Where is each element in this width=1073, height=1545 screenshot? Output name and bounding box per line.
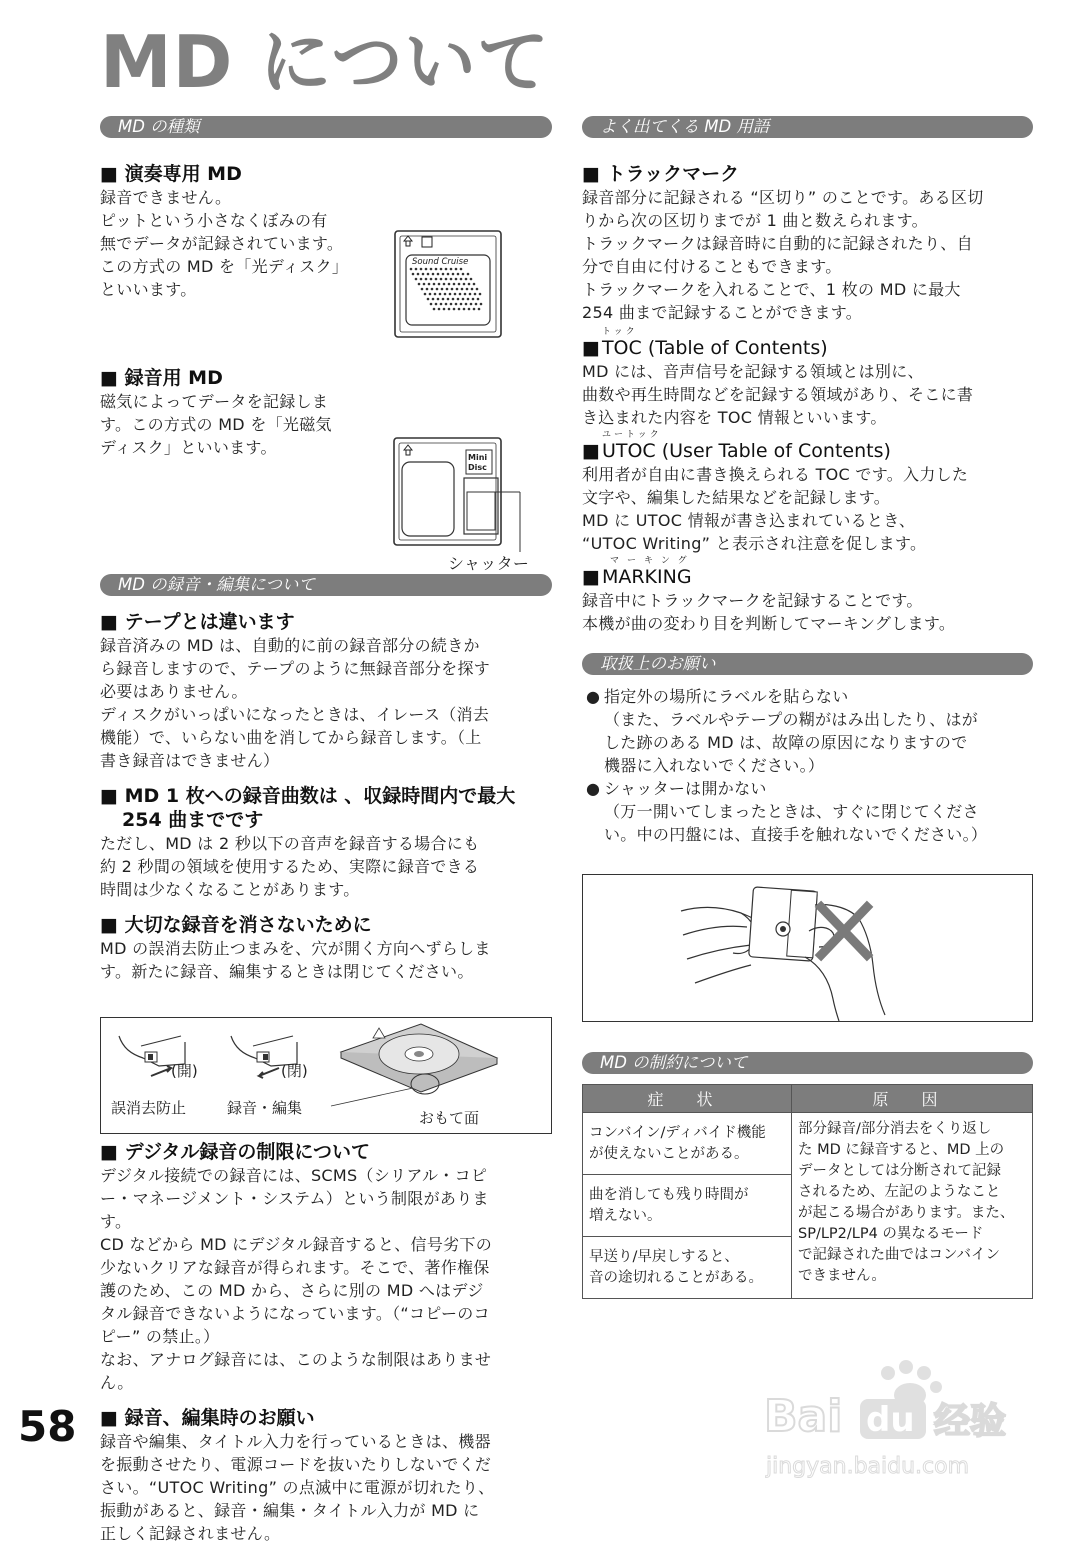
marking-title	[582, 556, 1033, 589]
marking-body: 録音中にトラックマークを記録することです。 本機が曲の変わり目を判断してマーキングします。	[582, 591, 956, 633]
handling-item-label	[582, 685, 1033, 777]
tape-diff-body: 録音済みの MD は、自動的に前の録音部分の続きか ら録音しますので、テープのように無録音部分を探す 必要はありません。 ディスクがいっぱいになったときは、イレース（消去 機能）で、いらない曲を消してから録音します。（上 書き録音はできません）	[100, 636, 491, 770]
section-header-terms: よく出てくる MD 用語	[582, 116, 1033, 138]
svg-text:Disc: Disc	[468, 463, 487, 472]
shutter-warning-illustration	[582, 874, 1033, 1022]
recordable-md-title: ■ 録音用 MD	[100, 367, 223, 389]
limits-table	[582, 1084, 1033, 1299]
recordable-md-body: 磁気によってデータを記録しま す。この方式の MD を「光磁気 ディスク」といいます。	[100, 392, 332, 457]
toc-title	[582, 327, 1033, 360]
disc-label-text: Sound Cruise	[412, 257, 469, 267]
protect-label: 誤消去防止	[111, 1099, 187, 1117]
toc-ruby: トック	[601, 327, 638, 337]
playback-md-body: 録音できません。 ピットという小さなくぼみの有 無でデータが記録されています。 この方式の MD を「光ディスク」 といいます。	[100, 188, 349, 299]
utoc-expansion: (User Table of Contents)	[655, 440, 891, 462]
digital-limit-title: ■ デジタル録音の制限について	[100, 1141, 371, 1163]
right-column	[582, 116, 1033, 1299]
protect-body: MD の誤消去防止つまみを、穴が開く方向へずらしま す。新たに録音、編集するときは閉じてください。	[100, 939, 491, 981]
handling-list	[582, 685, 1033, 846]
protect-diagram	[100, 1017, 552, 1134]
handling-item-text: 指定外の場所にラベルを貼らない （また、ラベルやテープの糊がはみ出したり、はが した跡のある MD は、故障の原因になりますので 機器に入れないでください。）	[604, 687, 979, 775]
svg-text:经验: 经验	[934, 1401, 1007, 1442]
svg-text:Bai: Bai	[764, 1391, 843, 1442]
hands-opening-shutter-image	[583, 875, 1034, 1023]
handling-item-shutter	[582, 777, 1033, 846]
cause-cell: 部分録音/部分消去をくり返し た MD に録音すると、MD 上の データとしては分断されて記録 されるため、左記のようなこと が起こる場合があります。また、 SP/LP2/LP4 の異なるモード で記録された曲ではコンバイン できません。	[792, 1113, 1033, 1299]
front-side-label: おもて面	[419, 1109, 480, 1127]
baidu-jingyan-watermark	[760, 1355, 1050, 1485]
playback-md-title: ■ 演奏専用 MD	[100, 163, 242, 185]
editing-caution-title: ■ 録音、編集時のお願い	[100, 1407, 315, 1429]
page-title: MD について	[100, 20, 551, 104]
utoc-title	[582, 430, 1033, 463]
trackmark-title: ■ トラックマーク	[582, 163, 740, 185]
utoc-ruby: ユートック	[601, 430, 662, 440]
page-number: 58	[18, 1402, 77, 1451]
marking-ruby: マーキング	[609, 556, 695, 566]
toc-bullet: ■	[582, 337, 600, 359]
column-header-symptom: 症 状	[583, 1085, 792, 1113]
marking-term: MARKING	[601, 566, 692, 588]
closed-label: (閉)	[281, 1062, 308, 1080]
utoc-bullet: ■	[582, 440, 600, 462]
trackmark-body: 録音部分に記録される “区切り” のことです。ある区切 りから次の区切りまでが 1 曲と数えられます。 トラックマークは録音時に自動的に記録されたり、自 分で自由に付けることもできます。 トラックマークを入れることで、1 枚の MD に最大 254 曲まで記録することができます。	[582, 188, 984, 322]
track-count-body: ただし、MD は 2 秒以下の音声を録音する場合にも 約 2 秒間の領域を使用するため、実際に録音できる 時間は少なくなることがあります。	[100, 834, 480, 899]
recordable-md-disc-image	[392, 436, 542, 556]
protect-title: ■ 大切な録音を消さないために	[100, 914, 372, 936]
utoc-term: UTOC	[601, 440, 656, 462]
table-row	[583, 1113, 1033, 1175]
toc-body: MD には、音声信号を記録する領域とは別に、 曲数や再生時間などを記録する領域があり、そこに書 き込まれた内容を TOC 情報といいます。	[582, 362, 974, 427]
svg-text:Mini: Mini	[468, 453, 488, 462]
svg-text:jingyan.baidu.com: jingyan.baidu.com	[766, 1454, 970, 1479]
recordable-md-section	[100, 366, 552, 573]
svg-text:du: du	[866, 1400, 915, 1440]
section-header-md-types: MD の種類	[100, 116, 552, 138]
toc-term: TOC	[601, 337, 642, 359]
shutter-label: シャッター	[448, 554, 530, 573]
tape-diff-title: ■ テープとは違います	[100, 611, 295, 633]
section-header-limits: MD の制約について	[582, 1052, 1033, 1074]
handling-item-text: シャッターは開かない （万一開いてしまったときは、すぐに閉じてくださ い。中の円盤には、直接手を触れないでください。）	[604, 779, 988, 844]
bullet-icon: ●	[586, 687, 600, 706]
symptom-cell: 曲を消しても残り時間が 増えない。	[583, 1175, 792, 1237]
track-count-title-line2: 254 曲までです	[122, 809, 264, 831]
symptom-cell: コンバイン/ディバイド機能 が使えないことがある。	[583, 1113, 792, 1175]
edit-label: 録音・編集	[227, 1099, 303, 1117]
toc-expansion: (Table of Contents)	[641, 337, 828, 359]
column-header-cause: 原 因	[792, 1085, 1033, 1113]
playback-md-section	[100, 162, 552, 322]
track-count-title-line1: ■ MD 1 枚への録音曲数は 、収録時間内で最大	[100, 785, 516, 807]
open-label: (開)	[171, 1062, 198, 1080]
section-header-recording: MD の録音・編集について	[100, 574, 552, 596]
left-column	[100, 116, 552, 1545]
editing-caution-body: 録音や編集、タイトル入力を行っているときは、機器 を振動させたり、電源コードを抜いたりしないでくだ さい。“UTOC Writing” の点滅中に電源が切れたり、 振動があると、録音・編集・タイトル入力が MD に 正しく記録されません。	[100, 1432, 495, 1543]
section-header-handling: 取扱上のお願い	[582, 653, 1033, 675]
bullet-icon: ●	[586, 779, 600, 798]
playback-md-disc-image	[394, 229, 504, 341]
table-header-row	[583, 1085, 1033, 1113]
utoc-body: 利用者が自由に書き換えられる TOC です。入力した 文字や、編集した結果などを記録します。 MD に UTOC 情報が書き込まれているとき、 “UTOC Writing” と表示され注意を促します。	[582, 465, 969, 553]
symptom-cell: 早送り/早戻しすると、 音の途切れることがある。	[583, 1237, 792, 1299]
digital-limit-body: デジタル接続での録音には、SCMS（シリアル・コピ ー・マネージメント・システム）という制限がありま す。 CD などから MD にデジタル録音すると、信号劣下の 少ないクリアな録音が得られます。そこで、著作権保 護のため、この MD から、さらに別の MD へはデジ タル録音できないようになっています。（“コピーのコ ピー” の禁止。） なお、アナログ録音には、このような制限はありませ ん。	[100, 1166, 493, 1392]
marking-bullet: ■	[582, 566, 600, 588]
